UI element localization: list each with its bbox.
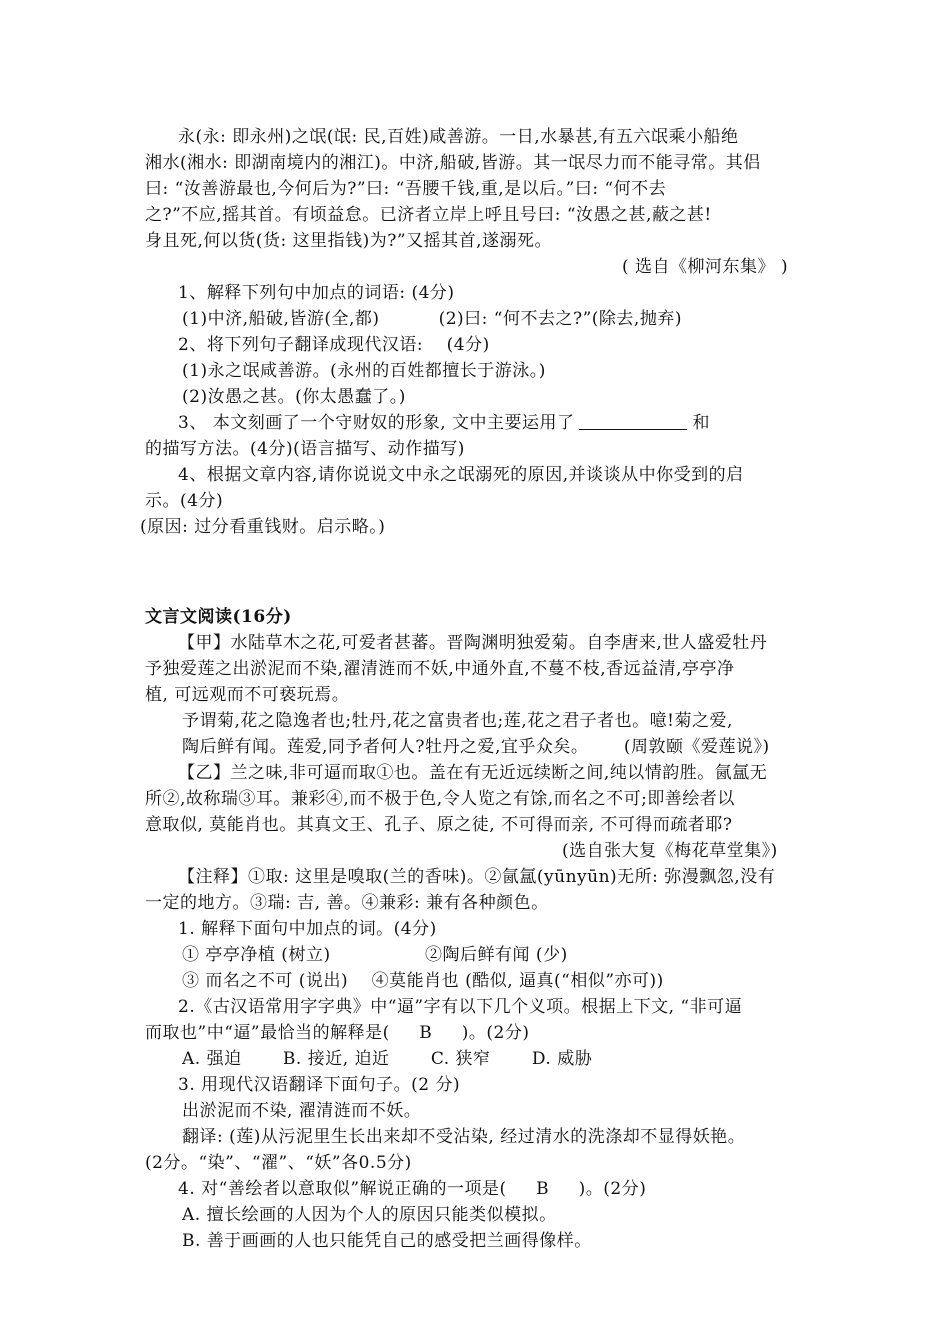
- q2-4-heading: 4. 对“善绘者以意取似”解说正确的一项是( B )。(2分): [178, 1179, 647, 1199]
- q2-2-line-2: 而取也”中“逼”最恰当的解释是( B )。(2分): [145, 1023, 530, 1043]
- q2-1-heading: 1. 解释下面句中加点的词。(4分): [178, 919, 437, 939]
- yi-line-1: 【乙】兰之味,非可逼而取①也。盖在有无近远续断之间,纯以情韵胜。氤氲无: [178, 763, 768, 783]
- q2-2-line-1: 2.《古汉语常用字字典》中“逼”字有以下几个义项。根据上下文, “非可逼: [178, 997, 743, 1017]
- q2-4-option-a: A. 擅长绘画的人因为个人的原因只能类似模拟。: [182, 1205, 557, 1225]
- q2-1-row-2: ③ 而名之不可 (说出) ④莫能肖也 (酷似, 逼真(“相似”亦可)): [182, 971, 664, 991]
- jia-line-2: 予独爱莲之出淤泥而不染,濯清涟而不妖,中通外直,不蔓不枝,香远益清,亭亭净: [145, 659, 735, 679]
- q2-2-options: A. 强迫 B. 接近, 迫近 C. 狭窄 D. 威胁: [182, 1049, 593, 1069]
- q1-2-item-a: (1)永之氓咸善游。(永州的百姓都擅长于游泳。): [182, 361, 546, 381]
- passage1-line-4: 之?”不应,摇其首。有顷益怠。已济者立岸上呼且号曰: “汝愚之甚,蔽之甚!: [145, 205, 712, 225]
- notes-line-2: 一定的地方。③瑞: 吉, 善。④兼彩: 兼有各种颜色。: [145, 893, 549, 913]
- q1-1-heading: 1、解释下列句中加点的词语: (4分): [178, 283, 455, 303]
- section2-title: 文言文阅读(16分): [145, 607, 292, 627]
- jia-line-4: 予谓菊,花之隐逸者也;牡丹,花之富贵者也;莲,花之君子者也。噫!菊之爱,: [182, 711, 733, 731]
- q1-3-text-before: 3、 本文刻画了一个守财奴的形象, 文中主要运用了: [178, 413, 575, 433]
- yi-line-3: 意取似, 莫能肖也。其真文王、孔子、原之徒, 不可得而亲, 不可得而疏者耶?: [145, 815, 733, 835]
- q2-1-row-1: ① 亭亭净植 (树立) ②陶后鲜有闻 (少): [182, 945, 568, 965]
- q2-3-translation-2: (2分。“染”、“濯”、“妖”各0.5分): [145, 1153, 412, 1173]
- q1-3-line-2: 的描写方法。(4分)(语言描写、动作描写): [145, 439, 465, 459]
- q1-2-heading: 2、将下列句子翻译成现代汉语: (4分): [178, 335, 490, 355]
- answer-blank[interactable]: [579, 411, 687, 430]
- jia-line-5: 陶后鲜有闻。莲爱,同予者何人?牡丹之爱,宜乎众矣。 (周敦颐《爱莲说》): [182, 737, 770, 757]
- yi-line-2: 所②,故称瑞③耳。兼彩④,而不极于色,令人览之有馀,而名之不可;即善绘者以: [145, 789, 735, 809]
- q2-3-translation-1: 翻译: (莲)从污泥里生长出来却不受沾染, 经过清水的洗涤却不显得妖艳。: [182, 1127, 746, 1147]
- passage1-source: ( 选自《柳河东集》 ): [622, 257, 789, 277]
- passage1-line-1: 永(永: 即永州)之氓(氓: 民,百姓)咸善游。一日,水暴甚,有五六氓乘小船绝: [178, 127, 739, 147]
- q1-3-line-1: [178, 410, 710, 436]
- q1-3-text-after: 和: [692, 413, 711, 433]
- q1-1-items: (1)中济,船破,皆游(全,都) (2)曰: “何不去之?”(除去,抛弃): [182, 309, 682, 329]
- q1-4-line-2: 示。(4分): [145, 491, 224, 511]
- passage1-line-5: 身且死,何以货(货: 这里指钱)为?”又摇其首,遂溺死。: [145, 231, 553, 251]
- q1-2-item-b: (2)汝愚之甚。(你太愚蠢了。): [182, 387, 406, 407]
- q1-4-line-1: 4、根据文章内容,请你说说文中永之氓溺死的原因,并谈谈从中你受到的启: [178, 465, 744, 485]
- notes-line-1: 【注释】①取: 这里是嗅取(兰的香味)。②氤氲(yūnyūn)无所: 弥漫飘忽,没有: [178, 867, 776, 887]
- q2-3-sentence: 出淤泥而不染, 濯清涟而不妖。: [182, 1101, 422, 1121]
- q2-4-option-b: B. 善于画画的人也只能凭自己的感受把兰画得像样。: [182, 1231, 592, 1251]
- q2-3-heading: 3. 用现代汉语翻译下面句子。(2 分): [178, 1075, 461, 1095]
- passage1-line-3: 曰: “汝善游最也,今何后为?”曰: “吾腰千钱,重,是以后。”曰: “何不去: [145, 179, 667, 199]
- passage1-line-2: 湘水(湘水: 即湖南境内的湘江)。中济,船破,皆游。其一氓尽力而不能寻常。其侣: [145, 153, 761, 173]
- jia-line-1: 【甲】水陆草木之花,可爱者甚蕃。晋陶渊明独爱菊。自李唐来,世人盛爱牡丹: [178, 633, 768, 653]
- jia-line-3: 植, 可远观而不可亵玩焉。: [145, 685, 350, 705]
- q1-4-answer: (原因: 过分看重钱财。启示略。): [140, 517, 386, 537]
- yi-source: (选自张大复《梅花草堂集》): [562, 841, 778, 861]
